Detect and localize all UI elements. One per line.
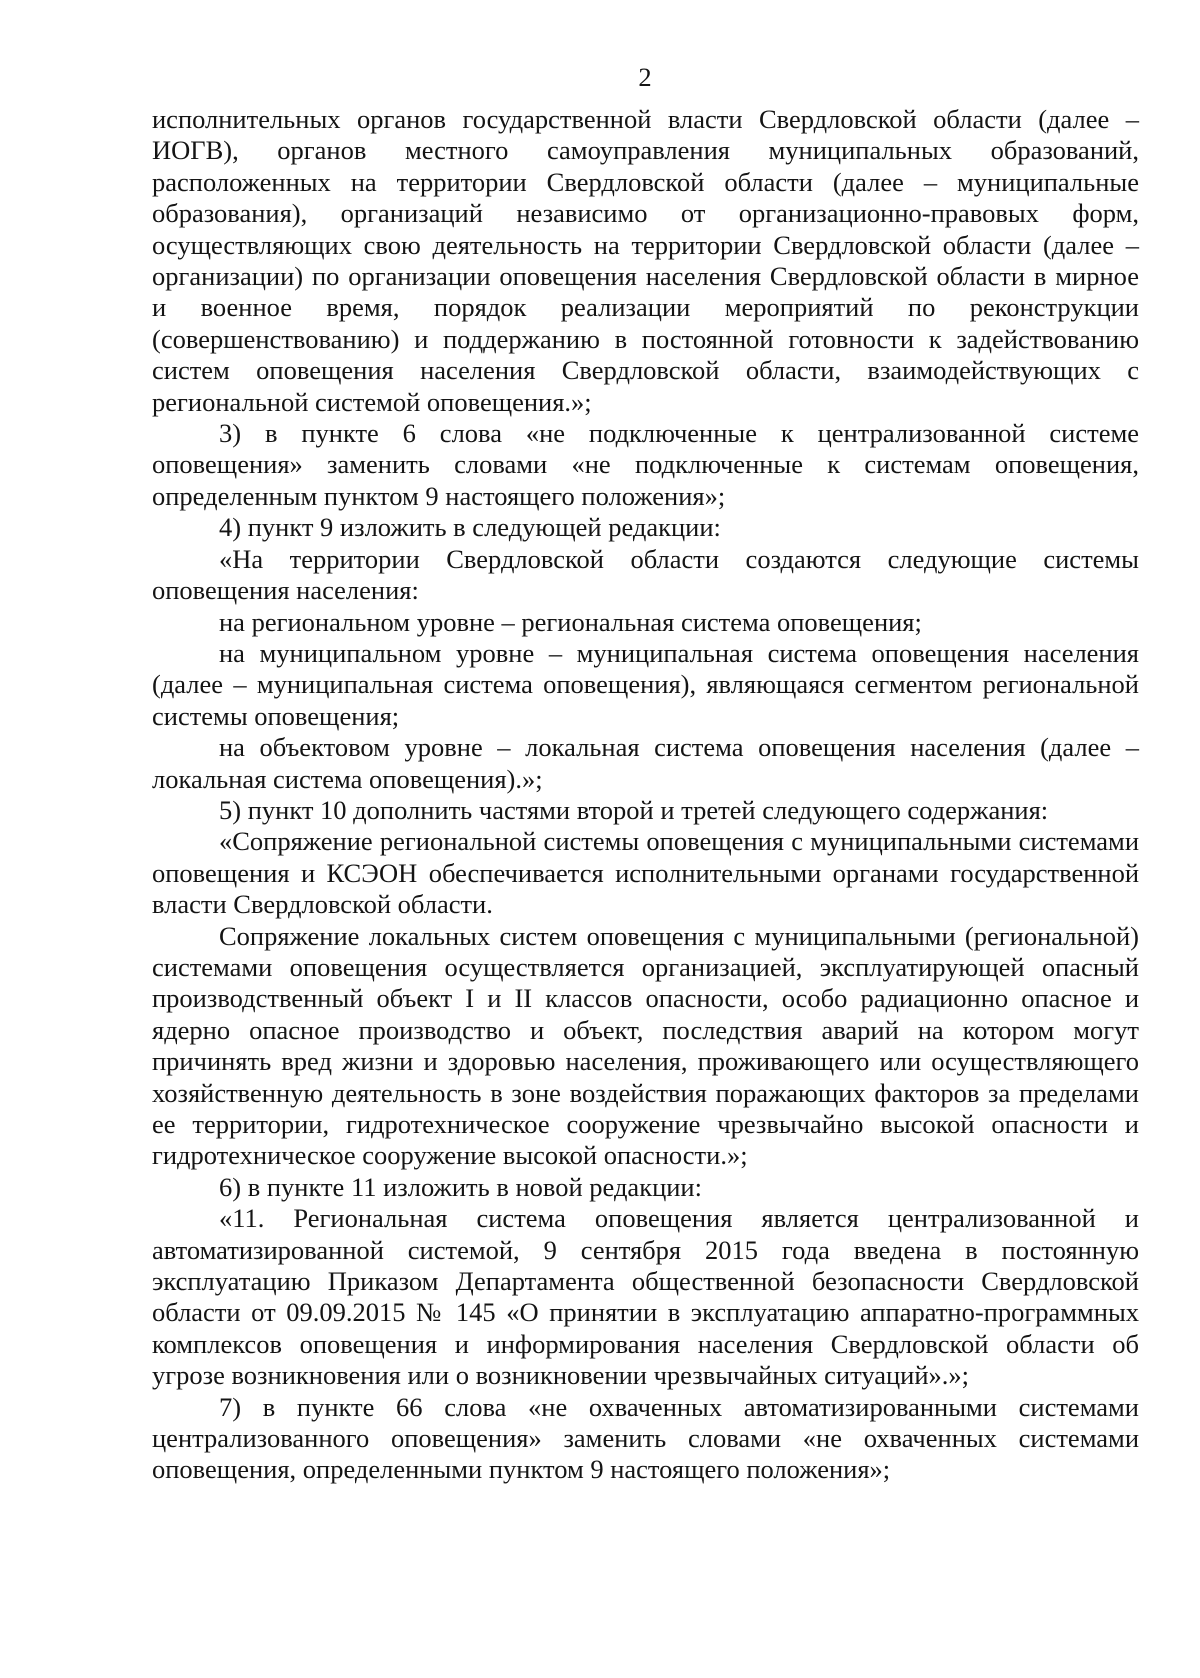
paragraph-object-level: на объектовом уровне – локальная система оповещения населения (далее – локальная система оповещения).»; — [152, 732, 1139, 794]
paragraph-interface-regional: «Сопряжение региональной системы оповещения с муниципальными системами оповещения и КСЭОН обеспечивается исполнительными органами государственной власти Свердловской области. — [152, 826, 1139, 920]
paragraph-point-11: «11. Региональная система оповещения является централизованной и автоматизированной системой, 9 сентября 2015 года введена в постоянную эксплуатацию Приказом Департамента общественной безопасности Свердловской области от 09.09.2015 № 145 «О принятии в эксплуатацию аппаратно-программных комплексов оповещения и информирования населения Свердловской области об угрозе возникновения или о возникновении чрезвычайных ситуаций».»; — [152, 1203, 1139, 1391]
paragraph-item-7: 7) в пункте 66 слова «не охваченных автоматизированными системами централизованного оповещения» заменить словами «не охваченных системами оповещения, определенными пунктом 9 настоящего положения»; — [152, 1391, 1139, 1485]
paragraph-continuation: исполнительных органов государственной власти Свердловской области (далее – ИОГВ), органов местного самоуправления муниципальных образований, расположенных на территории Свердловской области (далее – муниципальные образования), организаций независимо от организационно-правовых форм, осуществляющих свою деятельность на территории Свердловской области (далее – организации) по организации оповещения населения Свердловской области в мирное и военное время, порядок реализации мероприятий по реконструкции (совершенствованию) и поддержанию в постоянной готовности к задействованию систем оповещения населения Свердловской области, взаимодействующих с региональной системой оповещения.»; — [152, 104, 1139, 417]
paragraph-item-3: 3) в пункте 6 слова «не подключенные к централизованной системе оповещения» заменить словами «не подключенные к системам оповещения, определенным пунктом 9 настоящего положения»; — [152, 418, 1139, 511]
paragraph-interface-local: Сопряжение локальных систем оповещения с муниципальными (региональной) системами оповещения осуществляется организацией, эксплуатирующей опасный производственный объект I и II классов опасности, особо радиационно опасное и ядерно опасное производство и объект, последствия аварий на котором могут причинять вред жизни и здоровью населения, проживающего или осуществляющего хозяйственную деятельность в зоне воздействия поражающих факторов за пределами ее территории, гидротехническое сооружение чрезвычайно высокой опасности и гидротехническое сооружение высокой опасности.»; — [152, 920, 1139, 1171]
paragraph-quote-start: «На территории Свердловской области создаются следующие системы оповещения населения: — [152, 543, 1139, 606]
paragraph-item-6: 6) в пункте 11 изложить в новой редакции: — [219, 1171, 702, 1202]
paragraph-item-4: 4) пункт 9 изложить в следующей редакции: — [219, 512, 721, 543]
document-body — [152, 104, 1139, 1486]
page-number: 2 — [638, 62, 652, 92]
paragraph-regional-level: на региональном уровне – региональная система оповещения; — [219, 606, 922, 637]
paragraph-item-5: 5) пункт 10 дополнить частями второй и третей следующего содержания: — [219, 794, 1049, 825]
paragraph-municipal-level: на муниципальном уровне – муниципальная система оповещения населения (далее – муниципальная система оповещения), являющаяся сегментом региональной системы оповещения; — [152, 637, 1139, 731]
